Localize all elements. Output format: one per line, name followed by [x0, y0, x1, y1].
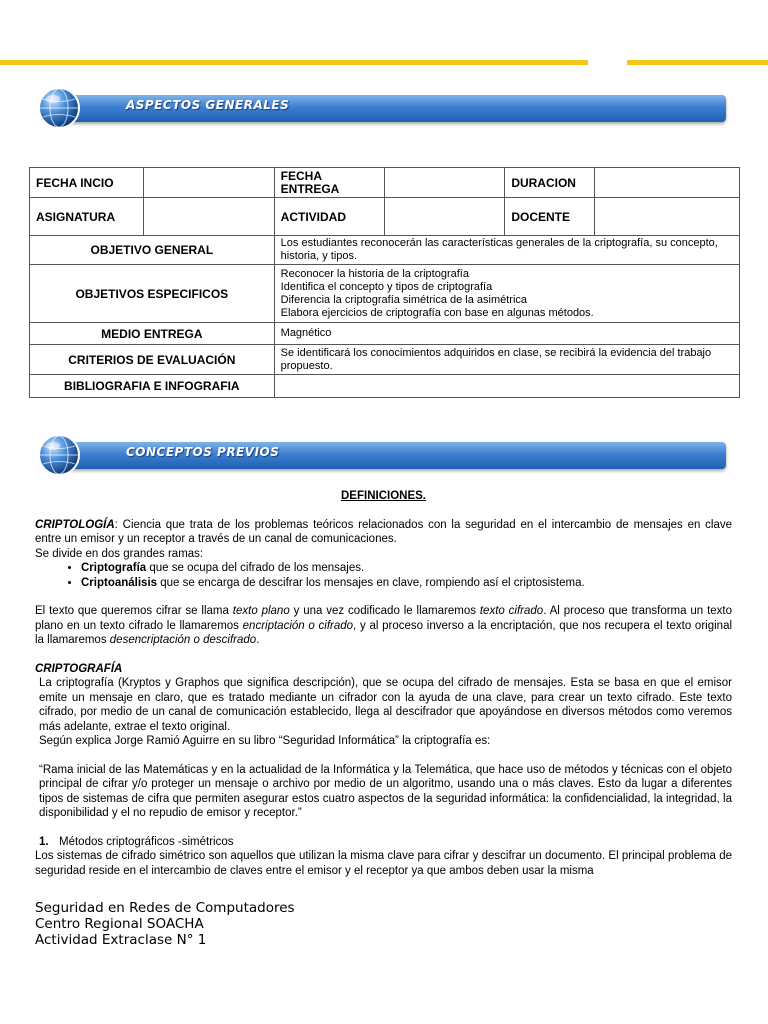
objetivos-especificos-label: OBJETIVOS ESPECIFICOS — [30, 265, 275, 323]
globe-icon — [36, 432, 82, 478]
docente-label: DOCENTE — [505, 198, 595, 236]
rama-term: Criptografía — [81, 562, 147, 574]
rama-text: que se ocupa del cifrado de los mensajes. — [146, 562, 365, 574]
fecha-entrega-value — [384, 168, 505, 198]
text-run: . Al proceso que transforma un texto plano en un texto cifrado le llamaremos — [35, 605, 732, 632]
fecha-inicio-value — [143, 168, 274, 198]
text-run: El texto que queremos cifrar se llama — [35, 605, 233, 617]
duracion-label: DURACION — [505, 168, 595, 198]
metodos-paragraph: Los sistemas de cifrado simétrico son aquellos que utilizan la misma clave para cifrar y descifrar un documento. El principal problema de seguridad reside en el intercambio de claves entre el emisor y el receptor ya que ambos deben usar la misma — [35, 850, 732, 877]
section-banner-aspectos — [36, 85, 728, 131]
ramio-paragraph: Según explica Jorge Ramió Aguirre en su libro “Seguridad Informática” la criptografía es: — [39, 735, 491, 747]
medio-entrega-value: Magnético — [274, 323, 739, 345]
definiciones-title: DEFINICIONES. — [341, 490, 426, 502]
info-table — [29, 167, 740, 398]
docente-value — [595, 198, 740, 236]
metodos-number: 1. — [39, 835, 49, 848]
texto-plano-paragraph — [35, 604, 732, 648]
criterios-value: Se identificará los conocimientos adquiridos en clase, se recibirá la evidencia del trabajo propuesto. — [274, 345, 739, 375]
term-desencriptacion: desencriptación o descifrado — [109, 634, 257, 646]
term-texto-cifrado: texto cifrado — [479, 605, 544, 617]
ramas-list — [35, 561, 732, 590]
bibliografia-label: BIBLIOGRAFIA E INFOGRAFIA — [30, 375, 275, 398]
actividad-value — [384, 198, 505, 236]
fecha-entrega-label: FECHA ENTREGA — [274, 168, 384, 198]
globe-icon — [36, 85, 82, 131]
medio-entrega-label: MEDIO ENTREGA — [30, 323, 275, 345]
objetivo-especifico-item: Identifica el concepto y tipos de criptografía — [280, 280, 493, 293]
metodos-heading — [35, 835, 732, 850]
footer-line: Seguridad en Redes de Computadores — [35, 900, 295, 916]
criptologia-term: CRIPTOLOGÍA — [35, 518, 115, 531]
asignatura-value — [143, 198, 274, 236]
objetivo-general-label: OBJETIVO GENERAL — [30, 236, 275, 265]
objetivo-especifico-item: Elabora ejercicios de criptografía con base en algunas métodos. — [280, 306, 594, 319]
rama-text: que se encarga de descifrar los mensajes en clave, rompiendo así el criptosistema. — [157, 576, 585, 589]
footer — [35, 900, 295, 948]
term-encriptacion: encriptación o cifrado — [242, 619, 354, 632]
banner-title: ASPECTOS GENERALES — [126, 98, 290, 112]
footer-line: Centro Regional SOACHA — [35, 916, 204, 932]
text-run: y una vez codificado le llamaremos — [289, 605, 480, 617]
banner-title: CONCEPTOS PREVIOS — [126, 445, 280, 459]
text-run: . — [256, 634, 260, 646]
quote-paragraph: “Rama inicial de las Matemáticas y en la actualidad de la Informática y la Telemática, que hace uso de métodos y técnicas con el objeto principal de cifrar y/o proteger un mensaje o archivo por medio de un algoritmo, usando una o más claves. Esto da lugar a diferentes tipos de sistemas de cifra que permiten asegurar estos cuatro aspectos de la seguridad informática: la confidencialidad, la integridad, la disponibilidad y el no repudio de emisor y receptor.” — [39, 763, 732, 819]
criptografia-heading: CRIPTOGRAFÍA — [35, 662, 123, 675]
actividad-label: ACTIVIDAD — [274, 198, 384, 236]
top-accent-line-left — [0, 60, 588, 65]
footer-line: Actividad Extraclase N° 1 — [35, 932, 207, 948]
bibliografia-value — [274, 375, 739, 398]
metodos-title: Métodos criptográficos -simétricos — [59, 835, 234, 848]
divide-text: Se divide en dos grandes ramas: — [35, 547, 204, 560]
objetivos-especificos-value — [274, 265, 739, 323]
criptologia-definition: : Ciencia que trata de los problemas teóricos relacionados con la seguridad en el intercambio de mensajes en clave entre un emisor y un receptor a través de un canal de comunicaciones. — [35, 518, 732, 545]
criterios-label: CRITERIOS DE EVALUACIÓN — [30, 345, 275, 375]
term-texto-plano: texto plano — [232, 605, 290, 617]
top-accent-line-right — [627, 60, 768, 65]
asignatura-label: ASIGNATURA — [30, 198, 144, 236]
main-content — [35, 489, 732, 878]
criptologia-paragraph — [35, 518, 732, 547]
text-run: , y al proceso inverso a la encriptación, que nos recupera el texto original la llamaremos — [35, 619, 733, 646]
objetivo-especifico-item: Reconocer la historia de la criptografía — [280, 267, 469, 280]
rama-term: Criptoanálisis — [81, 576, 158, 589]
list-item — [81, 576, 732, 591]
objetivo-general-value: Los estudiantes reconocerán las características generales de la criptografía, su concepto, historia, y tipos. — [274, 236, 739, 265]
duracion-value — [595, 168, 740, 198]
fecha-inicio-label: FECHA INCIO — [30, 168, 144, 198]
criptografia-paragraph: La criptografía (Kryptos y Graphos que significa descripción), que se ocupa del cifrado de mensajes. Esta se basa en que el emisor emite un mensaje en claro, que es tratado mediante un cifrador con la ayuda de una clave, para crear un texto cifrado. Este texto cifrado, por medio de un canal de comunicación establecido, llega al descifrador que apoyándose en diversos métodos como veremos más adelante, extrae el texto original. — [39, 677, 732, 733]
objetivo-especifico-item: Diferencia la criptografía simétrica de la asimétrica — [280, 293, 528, 306]
list-item — [81, 561, 732, 576]
section-banner-conceptos — [36, 432, 728, 478]
